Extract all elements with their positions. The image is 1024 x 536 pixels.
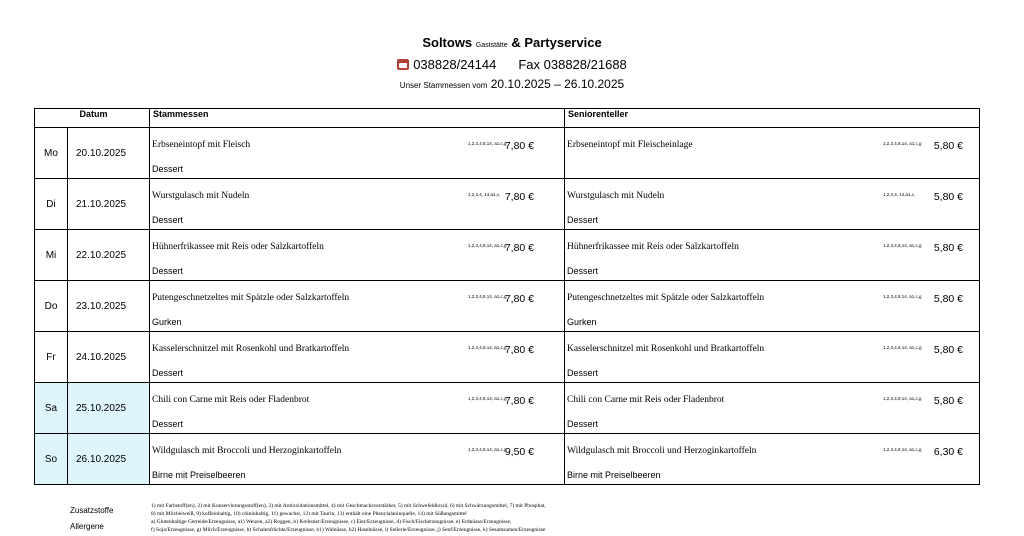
dish-name: Chili con Carne mit Reis oder Fladenbrot [152,395,310,405]
main-cell [150,434,564,484]
senior-cell [565,230,979,280]
additive-codes: 1,2,3,4,8,14, a1,c,g [468,447,507,452]
legend-note: f) Soja/Erzeugnisse, g) Milch/Erzeugnisse, h) Schalenfrüchte/Erzeugnisse, h1) Walnüsse, h2) Haselnüsse, i) Sellerie/Erzeugnisse, j) Senf/Erzeugnisse, k) Sesamsamen/Erzeugnisse [151,527,546,533]
senior-dish-column [565,281,980,332]
weekday: Do [35,281,68,332]
date: 26.10.2025 [68,434,150,485]
price: 7,80 € [504,395,535,407]
weekday: Di [35,179,68,230]
price: 5,80 € [933,140,964,152]
senior-dish-column [565,230,980,281]
week-line [0,77,1024,92]
side-dish: Dessert [567,368,599,378]
dish-name: Hühnerfrikassee mit Reis oder Salzkartoffeln [152,242,324,252]
menu-row [35,230,980,281]
senior-dish-column [565,383,980,434]
additive-codes: 1,2,3,4,8,14, a1,c,g [468,243,507,248]
legend-notes [151,502,771,534]
main-dish-column [150,383,565,434]
main-dish-column [150,128,565,179]
side-dish: Dessert [152,368,184,378]
header-date: Datum [35,109,150,128]
menu-table-header [35,109,980,128]
header-main: Stammessen [150,109,565,128]
weekday: Fr [35,332,68,383]
legend-note: 1) mit Farbstoff(en), 2) mit Konservierungsstoff(en), 3) mit Antioxidationsmittel, 4) mit Geschmacksverstärker, 5) mit Schwefeldioxid, 6) mit Schwärzungsmittel, 7) mit Phosphat, [151,503,546,509]
side-dish: Dessert [152,266,184,276]
dish-name: Erbseneintopf mit Fleischeinlage [567,140,693,150]
side-dish: Dessert [567,215,599,225]
additive-codes: 1,2,3,4,8,14, a1,c,g [468,396,507,401]
senior-cell [565,179,979,229]
price: 5,80 € [933,344,964,356]
legend-note: a) Glutenhaltige Getreide/Erzeugnisse, a1) Weizen, a2) Roggen, b) Krebstier/Erzeugnisse, c) Eier/Erzeugnisse, d) Fisch/Fischerzeugnisse, e) Erdnüsse/Erzeugnisse, [151,519,512,525]
side-dish: Birne mit Preiselbeeren [152,470,246,480]
dish-name: Hühnerfrikassee mit Reis oder Salzkartoffeln [567,242,739,252]
allergens-label: Allergene [70,522,104,531]
senior-dish-column [565,128,980,179]
additive-codes: 1,2,3,4,8,14, a1,c,g [883,345,922,350]
side-dish: Dessert [567,266,599,276]
dish-name: Kasselerschnitzel mit Rosenkohl und Bratkartoffeln [567,344,765,354]
price: 7,80 € [504,191,535,203]
fax-number: Fax 038828/21688 [518,57,627,72]
dish-name: Wildgulasch mit Broccoli und Herzoginkartoffeln [152,446,342,456]
date: 23.10.2025 [68,281,150,332]
main-cell [150,332,564,382]
dish-name: Wildgulasch mit Broccoli und Herzoginkartoffeln [567,446,757,456]
company-title [0,34,1024,52]
price: 5,80 € [933,242,964,254]
senior-cell [565,434,979,484]
main-cell [150,230,564,280]
menu-row [35,434,980,485]
side-dish: Dessert [152,419,184,429]
side-dish: Dessert [567,419,599,429]
week-prefix: Unser Stammessen vom [399,81,488,90]
week-range: 20.10.2025 – 26.10.2025 [490,77,625,91]
dish-name: Erbseneintopf mit Fleisch [152,140,251,150]
main-cell [150,128,564,178]
main-cell [150,179,564,229]
additive-codes: 1,2,3,4,8,14, a1,c,g [468,345,507,350]
phone-number: 038828/24144 [413,57,497,72]
side-dish: Gurken [152,317,182,327]
dish-name: Putengeschnetzeltes mit Spätzle oder Salzkartoffeln [567,293,765,303]
senior-dish-column [565,179,980,230]
weekday: Mo [35,128,68,179]
side-dish: Dessert [152,164,184,174]
menu-row [35,128,980,179]
additive-codes: 1,2,3,4,8,14, a1,c,g [883,396,922,401]
price: 7,80 € [504,293,535,305]
price: 7,80 € [504,344,535,356]
senior-dish-column [565,434,980,485]
price: 9,50 € [504,446,535,458]
dish-name: Chili con Carne mit Reis oder Fladenbrot [567,395,725,405]
menu-row [35,281,980,332]
dish-name: Wurstgulasch mit Nudeln [152,191,250,201]
price: 5,80 € [933,191,964,203]
main-dish-column [150,332,565,383]
date: 24.10.2025 [68,332,150,383]
side-dish: Gurken [567,317,597,327]
dish-name: Putengeschnetzeltes mit Spätzle oder Salzkartoffeln [152,293,350,303]
menu-row [35,179,980,230]
price: 7,80 € [504,140,535,152]
legend-note: 8) mit Milcheiweiß, 9) koffeinhaltig, 10) chininhaltig, 11) gewachst, 12) mit Taurin, 13) enthält eine Phenylalaninquelle, 14) mit Süßungsmittel [151,511,467,517]
menu-row [35,383,980,434]
side-dish: Dessert [152,215,184,225]
additive-codes: 1,2,3,4,8,14, a1,c,g [883,294,922,299]
menu-header [0,34,1024,92]
phone-icon [397,59,409,70]
weekday: So [35,434,68,485]
weekday: Sa [35,383,68,434]
date: 22.10.2025 [68,230,150,281]
main-dish-column [150,434,565,485]
price: 6,30 € [933,446,964,458]
date: 25.10.2025 [68,383,150,434]
senior-cell [565,332,979,382]
company-suffix: & Partyservice [511,35,602,50]
weekday: Mi [35,230,68,281]
main-cell [150,383,564,433]
date: 20.10.2025 [68,128,150,179]
price: 5,80 € [933,293,964,305]
price: 5,80 € [933,395,964,407]
additive-codes: 1,2,3,4,8,14, a1,c,g [468,141,507,146]
main-dish-column [150,179,565,230]
header-senior: Seniorenteller [565,109,980,128]
menu-row [35,332,980,383]
additive-codes: 1,2,3,4, 14,a1,c, [883,192,916,197]
company-name: Soltows [422,35,473,50]
main-dish-column [150,230,565,281]
date: 21.10.2025 [68,179,150,230]
additive-codes: 1,2,3,4,8,14, a1,c,g [883,447,922,452]
side-dish: Birne mit Preiselbeeren [567,470,661,480]
price: 7,80 € [504,242,535,254]
senior-cell [565,383,979,433]
additives-label: Zusatzstoffe [70,506,114,515]
main-dish-column [150,281,565,332]
contact-line [0,56,1024,73]
additive-codes: 1,2,3,4,8,14, a1,c,g [468,294,507,299]
senior-cell [565,281,979,331]
senior-dish-column [565,332,980,383]
menu-table [34,108,980,485]
senior-cell [565,128,979,178]
additive-codes: 1,2,3,4,8,14, a1,c,g [883,141,922,146]
dish-name: Wurstgulasch mit Nudeln [567,191,665,201]
main-cell [150,281,564,331]
additive-codes: 1,2,3,4, 14,a1,c, [468,192,501,197]
company-subtitle: Gaststätte [475,42,508,49]
dish-name: Kasselerschnitzel mit Rosenkohl und Bratkartoffeln [152,344,350,354]
additive-codes: 1,2,3,4,8,14, a1,c,g [883,243,922,248]
